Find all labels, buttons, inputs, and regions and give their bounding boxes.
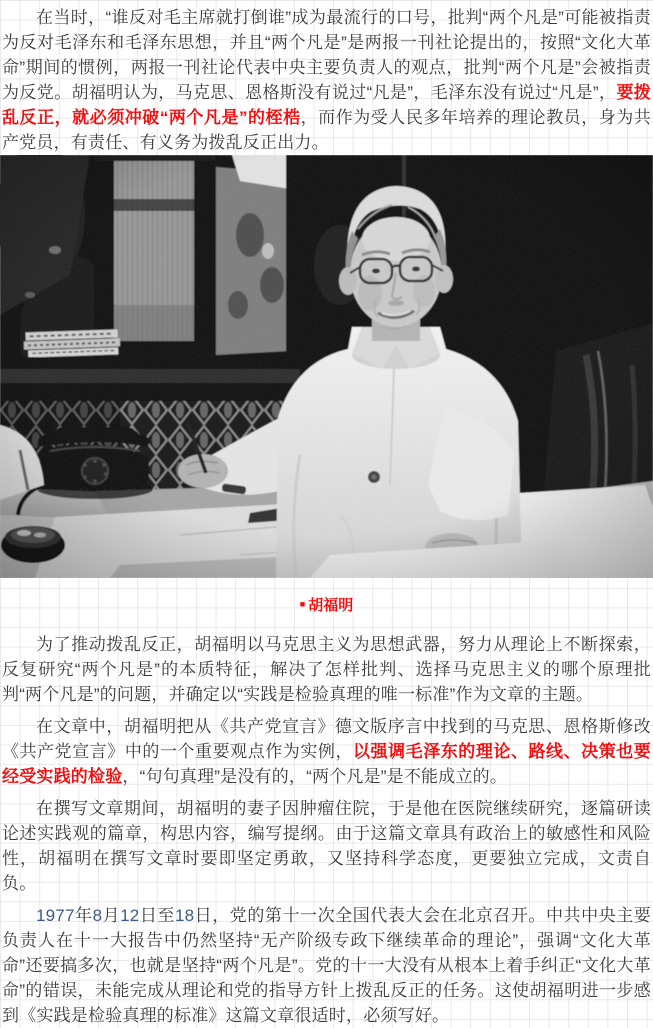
text-segment-normal: 为了推动拨乱反正，胡福明以马克思主义为思想武器，努力从理论上不断探索，反复研究“两个凡是”的本质特征，解决了怎样批判、选择马克思主义的哪个原理批判“两个凡是”的问题，并确定以“实践是检验真理的唯一标准”作为文章的主题。 [2,635,651,704]
paragraph-intro [2,5,651,155]
text-segment-red: 以强调毛泽东的理论、路线、决策也要经受实践的检验 [2,742,651,786]
photo-caption [0,594,653,616]
paragraph-manifesto [2,714,651,789]
paragraph-congress [2,903,651,1028]
text-segment-red: 要拨乱反正，就必须冲破“两个凡是”的桎梏 [2,83,652,127]
text-segment-normal: ，“句句真理”是没有的，“两个凡是”是不能成立的。 [122,767,508,786]
caption-bullet-icon: ■ [299,599,306,609]
text-segment-normal: ，而作为受人民多年培养的理论教员，身为共产党员，有责任、有义务为拨乱反正出力。 [2,108,652,152]
paragraph-research [2,632,651,707]
text-segment-num: 12 [120,906,140,925]
text-segment-normal: 在当时，“谁反对毛主席就打倒谁”成为最流行的口号，批判“两个凡是”可能被指责为反对毛泽东和毛泽东思想，并且“两个凡是”是两报一刊社论提出的，按照“文化大革命”期间的惯例，两报一刊社论代表中央主要负责人的观点，批判“两个凡是”会被指责为反党。胡福明认为，马克思、恩格斯没有说过“凡是”，毛泽东没有说过“凡是”， [2,8,651,102]
caption-text: 胡福明 [308,597,354,614]
paragraph-hospital [2,796,651,896]
text-segment-normal: 在撰写文章期间，胡福明的妻子因肿瘤住院，于是他在医院继续研究，逐篇研读论述实践观的篇章，构思内容，编写提纲。由于这篇文章具有政治上的敏感性和风险性，胡福明在撰写文章时要即坚定勇敢，又坚持科学态度，更要独立完成，文责自负。 [2,799,651,893]
text-segment-normal: 在文章中，胡福明把从《共产党宣言》德文版序言中找到的马克思、恩格斯修改《共产党宣言》中的一个重要观点作为实例， [2,717,651,761]
text-segment-num: 1977 [36,906,75,925]
text-segment-normal: 月 [102,906,121,925]
text-segment-num: 8 [92,906,103,925]
text-segment-normal: 日至 [139,906,175,925]
article-photo [0,155,653,578]
photo-hu-fuming [0,155,653,578]
text-segment-normal: 年 [74,906,93,925]
text-segment-normal: 日，党的第十一次全国代表大会在北京召开。中共中央主要负责人在十一大报告中仍然坚持“无产阶级专政下继续革命的理论”，强调“文化大革命”还要搞多次，也就是坚持“两个凡是”。党的十一大没有从根本上着手纠正“文化大革命”的错误，未能完成从理论和党的指导方针上拨乱反正的任务。这使胡福明进一步感到《实践是检验真理的标准》这篇文章很适时，必须写好。 [2,906,651,1025]
text-segment-num: 18 [174,906,195,925]
